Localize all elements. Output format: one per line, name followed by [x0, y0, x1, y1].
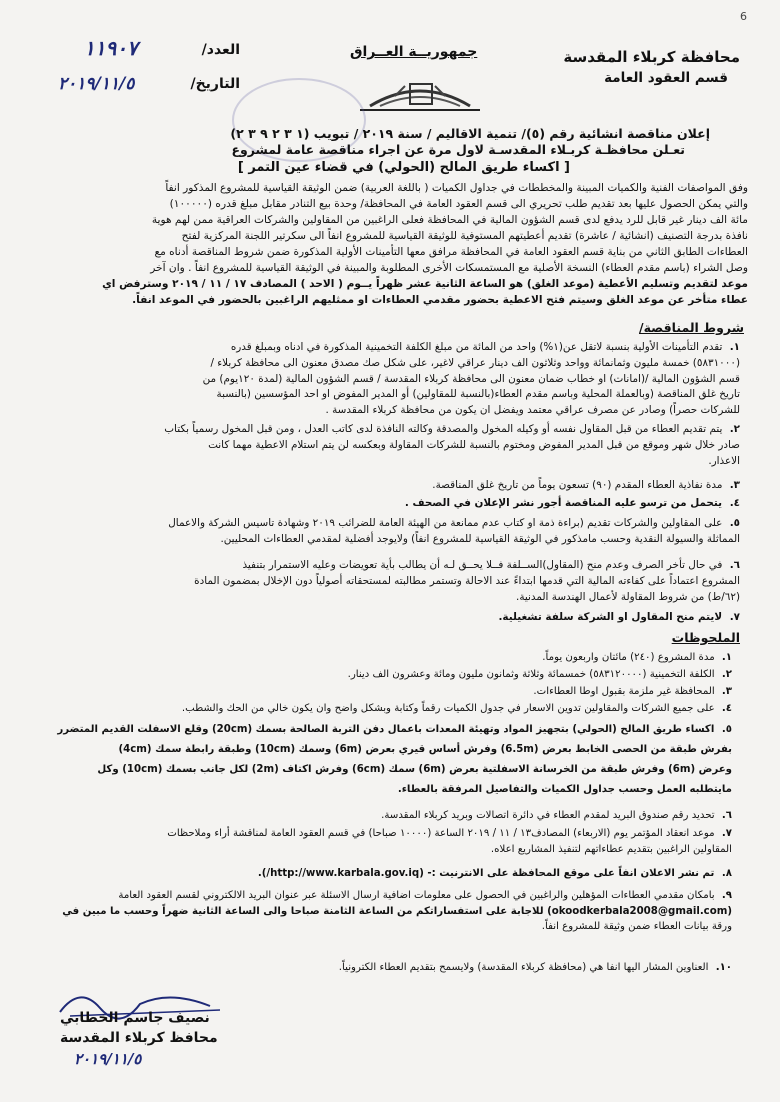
note-number: ١. [721, 652, 732, 663]
note-line: العناوين المشار اليها انفا هي (محافظة كربلاء المقدسة) ولايسمح بتقديم العطاء الكترونياً. [338, 962, 709, 973]
signatory-name: نصيف جاسم الخطابي [60, 1010, 210, 1026]
condition-line: (٦٢/ط) من شروط المقاولة لأعمال الهندسة المدنية. [516, 590, 740, 603]
note-line: المقاولين الراغبين بتقديم عطاءاتهم لتنفيذ المشاريع اعلاه. [490, 843, 732, 855]
condition-line: تاريخ غلق المناقصة (وبالعملة المحلية وباسم مقدم العطاء(بالنسبة للمقاولين) أو المدير المفوض او احد المؤسسين (بالنسبة [216, 388, 740, 401]
notes-title: الملحوظات [671, 630, 740, 645]
condition-number: ٧. [729, 611, 740, 623]
note-line: المحافظة غير ملزمة بقبول اوطا العطاءات. [533, 686, 715, 697]
number-value: ١١٩٠٧ [84, 36, 138, 60]
signature-date: ٢٠١٩/١١/٥ [74, 1050, 142, 1068]
announcement-line2: تعـلن محافظـة كربـلاء المقدسـة لاول مرة عن اجراء مناقصة عامة لمشروع [231, 142, 685, 157]
project-name: [ اكساء طريق المالح (الحولي) في قضاء عين التمر ] [237, 160, 570, 175]
condition-line: صادر خلال شهر وموقع من قبل المدير المفوض ومختوم بالنسبة للشركات المقاولة وبعكسه لن يتم استلام الاعطية مهما كانت [208, 438, 740, 451]
note-item [44, 866, 732, 882]
note-number: ٢. [721, 669, 732, 680]
condition-number: ٥. [729, 517, 740, 529]
note-line: موعد انعقاد المؤتمر يوم (الاربعاء) المصادف١٣ / ١١ / ٢٠١٩ الساعة (١٠٠٠٠ صباحا) في قسم العقود العامة لمناقشة أراء وملاحظات [167, 828, 715, 839]
condition-item [48, 558, 740, 605]
condition-line: المشروع اعتماداً على كفاءته المالية التي قدمها ابتداءً عند الاحالة وتستمر مطالبته لمستحقاته أصولياً دون الإخلال بمضمون المادة [194, 574, 740, 587]
department-name: قسم العقود العامة [604, 70, 728, 86]
condition-line: يتم تقديم العطاء من قبل المقاول نفسه أو وكيله المخول والمصدقة وكالته النافذة لدى كاتب العدل ، ومن قبل المخول رسمياً بكتاب [164, 423, 723, 435]
note-line: (okoodkerbala2008@gmail.com) للاجابة على استفساراتكم من الساعة الثامنة صباحا والى الساعة الثانية ضهراً وحسب ما مبين في [62, 905, 732, 917]
note-number: ١٠. [715, 962, 732, 973]
note-item [44, 667, 732, 683]
note-item [44, 720, 732, 800]
note-line: الكلفة التخمينية (٥٨٣١٢٠٠٠٠) خمسمائة وثلاثة وثمانون مليون ومائة وعشرون الف دينار. [347, 669, 715, 680]
republic-heading: جمهوريــة العــراق [350, 44, 478, 60]
conditions-title: شروط المناقصة/ [639, 320, 744, 335]
note-item [44, 826, 732, 857]
note-line: تم نشر الاعلان انفاً على موقع المحافظة على الانترنيت :- (http://www.karbala.gov.iq/). [257, 868, 715, 879]
note-number: ٧. [721, 828, 732, 839]
condition-line: قسم الشؤون المالية /(امانات) او خطاب ضمان معنون الى محافظة كربلاء المقدسة / قسم الشؤون المالية (لمدة ١٢٠يوم) من [202, 372, 740, 385]
condition-item [48, 610, 740, 626]
condition-line: (٥٨٣١٠٠٠) خمسة مليون وثمانمائة وواحد وثلاثون الف دينار عراقي لاغير، على شكل صك مصدق معنون الى محافظة كربلاء / [210, 356, 740, 369]
signatory-title: محافظ كربلاء المقدسة [60, 1030, 218, 1046]
condition-item [48, 340, 740, 419]
condition-line: على المقاولين والشركات تقديم (براءة ذمة او كتاب عدم ممانعة من الهيئة العامة للضرائب ٢٠١٩ وشهادة تاسيس الشركة والاعمال [168, 517, 723, 529]
condition-item [48, 478, 740, 494]
intro-paragraph [34, 180, 748, 308]
condition-line: الاعذار. [708, 454, 740, 467]
condition-line: المماثلة والسيولة النقدية وحسب مامذكور في الوثيقة القياسية للمشروع انفاً) ولايوجد أفضلية لمقدمي العطاءات المحليين. [220, 532, 740, 545]
note-line: مايتطلبه العمل وحسب جداول الكميات والتفاصيل المرفقة بالعطاء. [397, 784, 732, 795]
intro-line: العطاءات الطابق الثاني من بناية قسم العقود العامة في المحافظة مرافق معها التأمينات الأولية المذكورة ضمن شروط المناقصة أدناه مع [154, 246, 748, 258]
condition-item [48, 496, 740, 512]
condition-number: ٣. [729, 479, 740, 491]
note-line: اكساء طريق المالح (الحولي) بتجهيز المواد وتهيئة المعدات باعمال دفن التربة الصالحة بسمك (20cm) وقلع الاسفلت القديم المتضرر [57, 724, 715, 735]
note-number: ٦. [721, 810, 732, 821]
condition-line: في حال تأخر الصرف وعدم منح (المقاول)الســلفة فــلا يحــق لـه أن يطالب بأية تعويضات وعليه الاستمرار بتنفيذ [242, 559, 723, 571]
date-value: ٢٠١٩/١١/٥ [58, 74, 135, 94]
intro-line: والتي يمكن الحصول عليها بعد تقديم طلب تحريري الى قسم العقود العامة في المحافظة/ وحدة بيع التنادر مقابل مبلغ قدره (١٠٠٠٠٠) [169, 198, 748, 210]
note-item [44, 960, 732, 976]
note-line: ورقة بيانات العطاء ضمن وثيقة للمشروع انفاً. [541, 921, 732, 932]
condition-number: ٤. [729, 497, 740, 509]
governorate-name: محافظة كربلاء المقدسة [563, 48, 740, 66]
condition-item [48, 422, 740, 469]
intro-line: عطاء متأخر عن موعد الغلق وسيتم فتح الاعطية بحضور مقدمي العطاءات او ممثليهم الراغبين بالحضور في الموعد انفاً. [132, 294, 748, 306]
note-item [44, 650, 732, 666]
condition-line: للشركات حصراً) وصادر عن مصرف عراقي معتمد ويفضل ان يكون من محافظة كربلاء المقدسة . [325, 404, 740, 417]
note-line: على جميع الشركات والمقاولين تدوين الاسعار في جدول الكميات رقماً وكتابة وبشكل واضح وان يكون خالي من الحك والشطب. [181, 703, 715, 714]
note-number: ٤. [721, 703, 732, 714]
note-number: ٥. [721, 724, 732, 735]
intro-line: وفق المواصفات الفنية والكميات المبينة والمخططات في جداول الكميات ( باللغة العربية) ضمن الوثيقة القياسية للمشروع المذكور انفاً [165, 182, 748, 194]
note-line: بفرش طبقة من الحصى الخابط بعرض (6.5m) وفرش أساس قيري بعرض (6m) وسمك (10cm) وطبقة رابطة سمك (4cm) [118, 744, 732, 755]
announcement-line1: إعلان مناقصة انشائية رقم (٥)/ تنمية الاقاليم / سنة ٢٠١٩ / تبويب (١ ٣ ٢ ٩ ٣ ٢) [230, 126, 710, 141]
intro-line: موعد لتقديم وتسليم الأعطية (موعد الغلق) هو الساعة الثانية عشر ظهراً يــوم ( الاحد ) المصادف ١٧ / ١١ / ٢٠١٩ وسترفض اي [102, 278, 748, 290]
corner-mark: 6 [740, 10, 747, 23]
condition-item [48, 516, 740, 548]
condition-line: يتحمل من ترسو عليه المناقصة أجور نشر الإعلان في الصحف . [404, 497, 723, 509]
condition-line: لايتم منح المقاول او الشركة سلفة تشغيلية. [498, 611, 723, 623]
intro-line: مائة الف دينار غير قابل للرد يدفع لدى قسم الشؤون المالية في المحافظة فعلى الراغبين من المقاولين والشركات العراقية ممن لهم هوية [151, 214, 748, 226]
condition-number: ١. [729, 341, 740, 353]
note-item [44, 701, 732, 717]
note-item [44, 684, 732, 700]
note-item [44, 808, 732, 824]
condition-line: تقدم التأمينات الأولية بنسبة لاتقل عن(١%) واحد من المائة من مبلغ الكلفة التخمينية المذكورة في ادناه وبمبلغ قدره [230, 341, 723, 353]
note-line: تحديد رقم صندوق البريد لمقدم العطاء في دائرة اتصالات وبريد كربلاء المقدسة. [381, 810, 715, 821]
condition-number: ٦. [729, 559, 740, 571]
note-line: بامكان مقدمي العطاءات المؤهلين والراغبين في الحصول على معلومات اضافية ارسال الاسئلة عبر عنوان البريد الالكتروني لقسم العقود العامة [118, 890, 715, 901]
intro-line: وصل الشراء (باسم مقدم العطاء) النسخة الأصلية مع المستمسكات الأخرى المطلوبة والمبينة في الوثيقة القياسية للمشروع انفاً . وان آخر [150, 262, 748, 274]
note-number: ٩. [721, 890, 732, 901]
note-line: مدة المشروع (٢٤٠) مائتان واربعون يوماً. [542, 652, 715, 663]
condition-line: مدة نفاذية العطاء المقدم (٩٠) تسعون يوماً من تاريخ غلق المناقصة. [432, 479, 723, 491]
emblem-icon [350, 66, 490, 116]
note-item [44, 888, 732, 935]
note-number: ٨. [721, 868, 732, 879]
number-label: العدد/ [201, 42, 240, 58]
note-number: ٣. [721, 686, 732, 697]
note-line: وعرض (6m) وفرش طبقة من الخرسانة الاسفلتية بعرض (6m) سمك (6cm) وفرش اكتاف (2m) لكل جانب بسمك (10cm) وكل [97, 764, 732, 775]
intro-line: نافذة بدرجة التصنيف (انشائية / عاشرة) تقديم أعطيتهم المستوفية للوثيقة القياسية للمشروع انفاً الى سكرتير اللجنة المركزية لفتح [181, 230, 748, 242]
date-label: التاريخ/ [190, 76, 240, 92]
condition-number: ٢. [729, 423, 740, 435]
